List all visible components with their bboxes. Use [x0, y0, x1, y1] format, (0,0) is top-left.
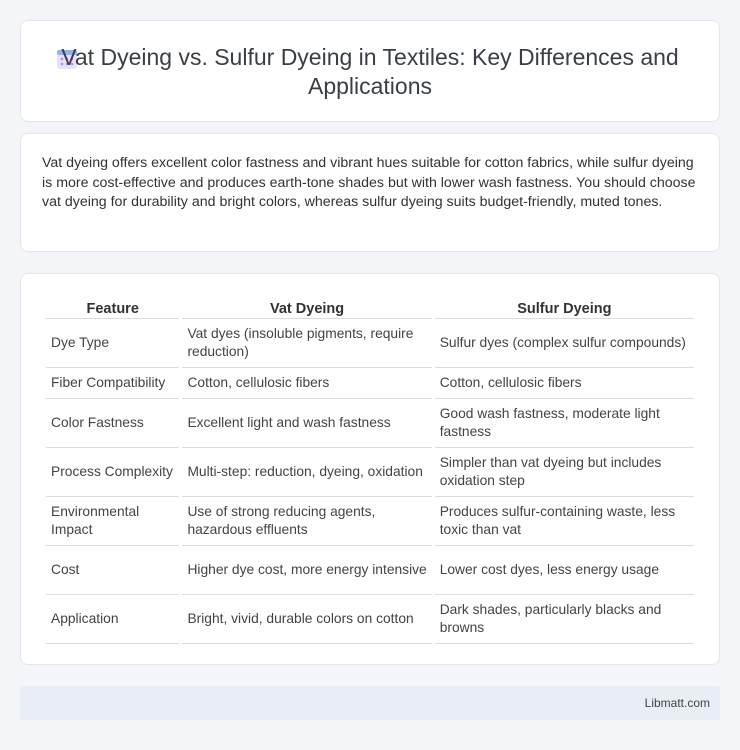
- cell-sulfur: Sulfur dyes (complex sulfur compounds): [435, 319, 694, 368]
- footer-brand-link[interactable]: Libmatt.com: [644, 696, 710, 710]
- cell-sulfur: Produces sulfur-containing waste, less toxic than vat: [435, 497, 694, 546]
- cell-feature: Environmental Impact: [46, 497, 179, 546]
- cell-feature: Color Fastness: [46, 399, 179, 448]
- title-card: [20, 20, 720, 122]
- page-title: Vat Dyeing vs. Sulfur Dyeing in Textiles: Key Differences and Applications: [61, 44, 679, 99]
- footer: [20, 686, 720, 720]
- summary-card: [20, 133, 720, 252]
- cell-vat: Cotton, cellulosic fibers: [182, 368, 431, 399]
- header-feature: Feature: [46, 296, 179, 319]
- cell-sulfur: Cotton, cellulosic fibers: [435, 368, 694, 399]
- summary-text: Vat dyeing offers excellent color fastness and vibrant hues suitable for cotton fabrics, while sulfur dyeing is more cost-effective and produces earth-tone shades but with lower wash fastness. You should choose vat dyeing for durability and bright colors, whereas sulfur dyeing suits budget-friendly, muted tones.: [42, 155, 696, 210]
- cell-vat: Vat dyes (insoluble pigments, require reduction): [182, 319, 431, 368]
- cell-feature: Fiber Compatibility: [46, 368, 179, 399]
- comparison-table: [43, 296, 697, 644]
- cell-sulfur: Good wash fastness, moderate light fastness: [435, 399, 694, 448]
- table-row: [46, 546, 694, 595]
- table-row: [46, 448, 694, 497]
- cell-feature: Dye Type: [46, 319, 179, 368]
- cell-sulfur: Lower cost dyes, less energy usage: [435, 546, 694, 595]
- table-row: [46, 595, 694, 644]
- table-header-row: [46, 296, 694, 319]
- cell-vat: Bright, vivid, durable colors on cotton: [182, 595, 431, 644]
- cell-feature: Process Complexity: [46, 448, 179, 497]
- cell-feature: Cost: [46, 546, 179, 595]
- header-vat-dyeing: Vat Dyeing: [182, 296, 431, 319]
- comparison-card: [20, 273, 720, 665]
- cell-vat: Excellent light and wash fastness: [182, 399, 431, 448]
- table-row: [46, 368, 694, 399]
- cell-sulfur: Simpler than vat dyeing but includes oxidation step: [435, 448, 694, 497]
- cell-feature: Application: [46, 595, 179, 644]
- cell-vat: Higher dye cost, more energy intensive: [182, 546, 431, 595]
- table-row: [46, 319, 694, 368]
- header-sulfur-dyeing: Sulfur Dyeing: [435, 296, 694, 319]
- cell-vat: Multi-step: reduction, dyeing, oxidation: [182, 448, 431, 497]
- cell-vat: Use of strong reducing agents, hazardous effluents: [182, 497, 431, 546]
- cell-sulfur: Dark shades, particularly blacks and browns: [435, 595, 694, 644]
- table-row: [46, 399, 694, 448]
- table-row: [46, 497, 694, 546]
